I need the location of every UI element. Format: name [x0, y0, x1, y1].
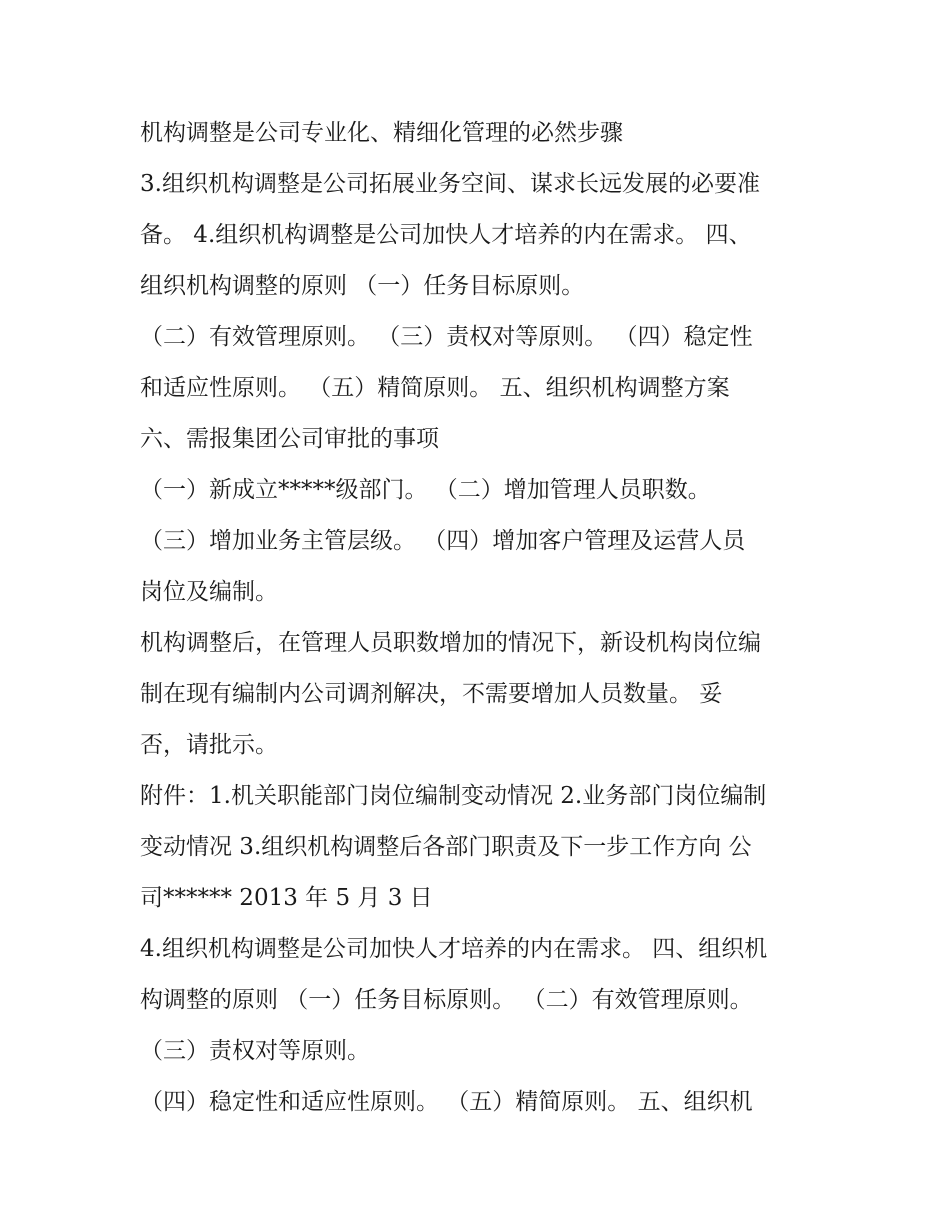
text-line: （四）稳定性和适应性原则。 （五）精简原则。 五、组织机	[140, 1089, 753, 1115]
text-line: 和适应性原则。 （五）精简原则。 五、组织机构调整方案	[140, 375, 730, 401]
text-line: 构调整的原则 （一）任务目标原则。 （二）有效管理原则。	[140, 987, 753, 1013]
text-line: 附件：1.机关职能部门岗位编制变动情况 2.业务部门岗位编制	[140, 783, 767, 809]
text-line: 司****** 2013 年 5 月 3 日	[140, 885, 433, 911]
document-body	[140, 108, 830, 1128]
text-line: 机构调整是公司专业化、精细化管理的必然步骤	[140, 120, 623, 146]
text-line: 制在现有编制内公司调剂解决，不需要增加人员数量。 妥	[140, 681, 723, 707]
text-line: 备。 4.组织机构调整是公司加快人才培养的内在需求。 四、	[140, 222, 752, 248]
text-line: 组织机构调整的原则 （一）任务目标原则。	[140, 273, 585, 299]
text-line: 岗位及编制。	[140, 579, 278, 605]
text-line: 否，请批示。	[140, 732, 278, 758]
text-line: 机构调整后，在管理人员职数增加的情况下，新设机构岗位编	[140, 630, 761, 656]
text-line: 4.组织机构调整是公司加快人才培养的内在需求。 四、组织机	[140, 936, 768, 962]
text-line: （三）责权对等原则。	[140, 1038, 370, 1064]
text-line: 3.组织机构调整是公司拓展业务空间、谋求长远发展的必要准	[140, 171, 760, 197]
text-line: 六、需报集团公司审批的事项	[140, 426, 439, 452]
text-line: 变动情况 3.组织机构调整后各部门职责及下一步工作方向 公	[140, 834, 752, 860]
text-line: （三）增加业务主管层级。 （四）增加客户管理及运营人员	[140, 528, 746, 554]
text-line: （一）新成立*****级部门。 （二）增加管理人员职数。	[140, 477, 711, 503]
text-line: （二）有效管理原则。 （三）责权对等原则。 （四）稳定性	[140, 324, 753, 350]
